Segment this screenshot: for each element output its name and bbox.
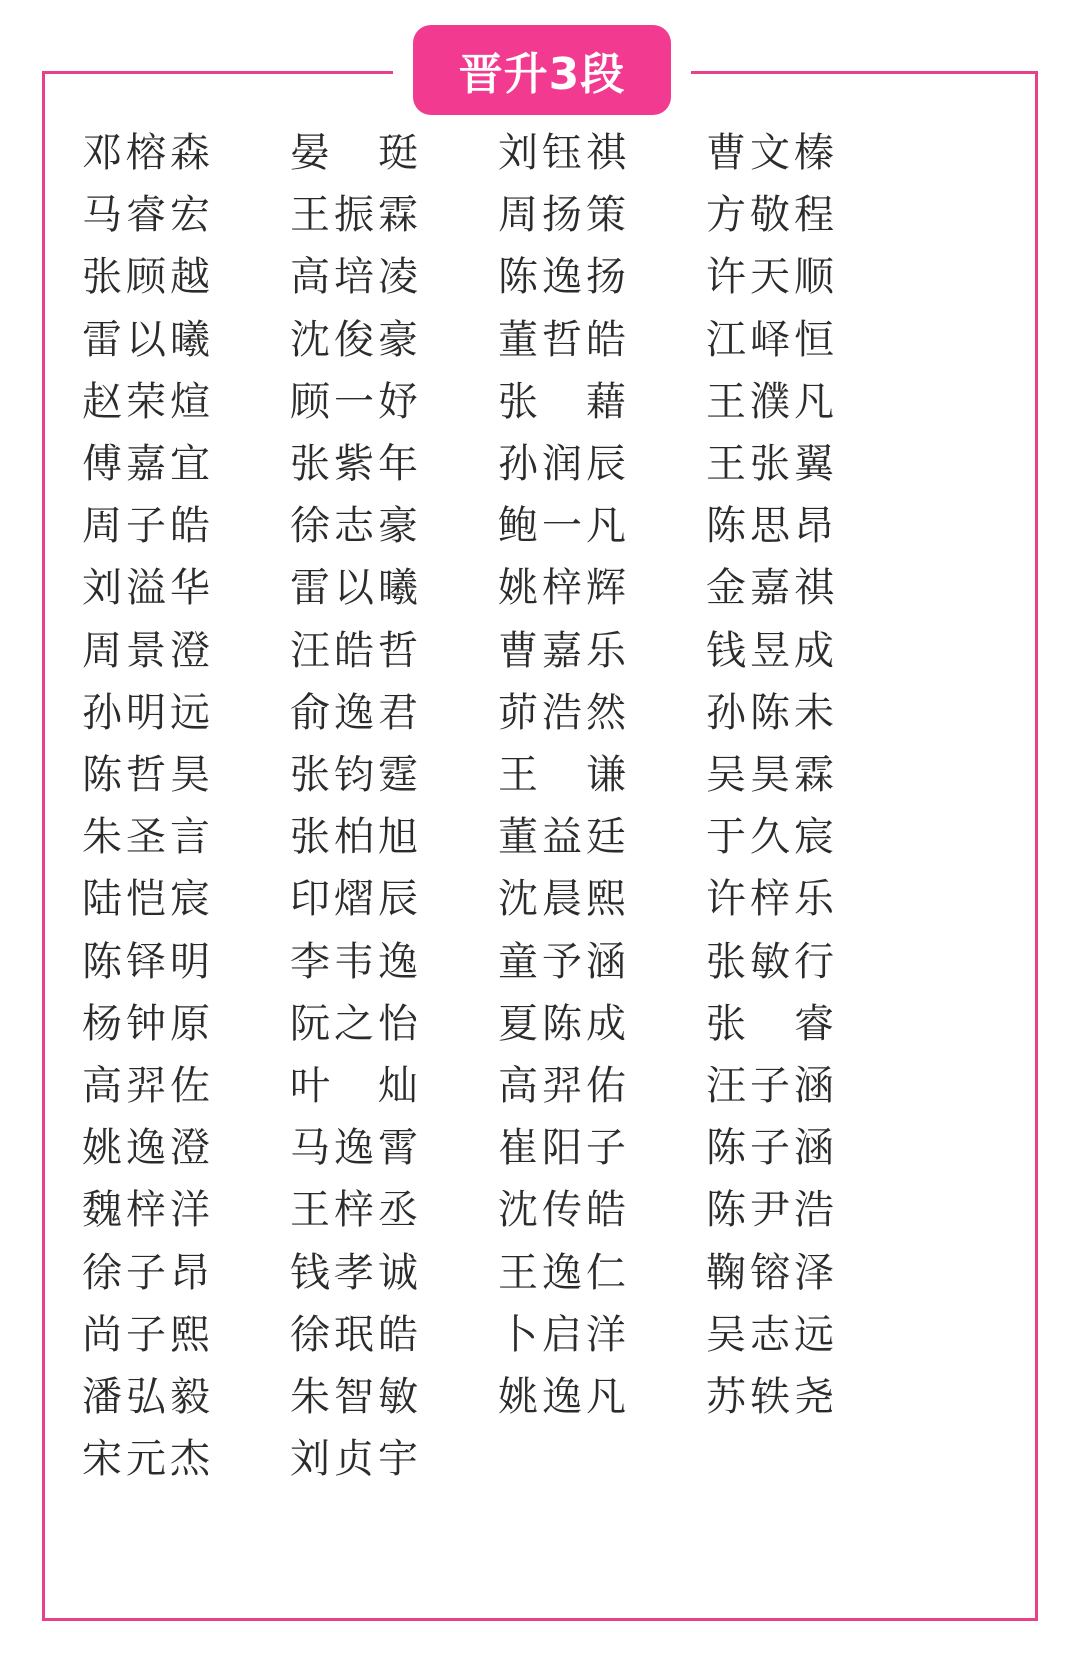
name-entry: 许 梓 乐: [706, 876, 834, 923]
title-badge: 晋升3段: [413, 25, 671, 115]
name-entry: 朱 智 敏: [290, 1374, 418, 1420]
name-entry: 傅 嘉 宜: [82, 441, 210, 487]
name-entry: 吴 志 远: [706, 1311, 834, 1358]
name-entry: 张 紫 年: [290, 441, 418, 487]
name-entry: 俞 逸 君: [290, 689, 418, 736]
name-entry: 雷 以 曦: [290, 565, 418, 612]
name-entry: 陈 哲 昊: [82, 752, 210, 798]
name-entry: 高 培 凌: [290, 254, 418, 301]
name-entry: 徐 子 昂: [82, 1249, 210, 1296]
name-entry: 曹 文 榛: [706, 130, 834, 176]
name-entry: 张 钧 霆: [290, 752, 418, 798]
name-entry: 张 藉: [498, 378, 626, 425]
name-entry: 鲍 一 凡: [498, 503, 626, 550]
name-entry: 徐 志 豪: [290, 503, 418, 550]
name-entry: 金 嘉 祺: [706, 565, 834, 612]
name-entry: 夏 陈 成: [498, 1000, 626, 1047]
name-entry: 孙 润 辰: [498, 441, 626, 487]
name-entry: 茆 浩 然: [498, 689, 626, 736]
name-entry: 钱 孝 诚: [290, 1249, 418, 1296]
name-entry: 陈 思 昂: [706, 503, 834, 550]
name-entry: 王 梓 丞: [290, 1187, 418, 1234]
name-entry: 马 逸 霄: [290, 1125, 418, 1172]
name-entry: 曹 嘉 乐: [498, 627, 626, 674]
name-entry: 汪 子 涵: [706, 1063, 834, 1109]
name-entry: 杨 钟 原: [82, 1000, 210, 1047]
name-entry: 沈 传 皓: [498, 1187, 626, 1234]
name-entry: 印 熠 辰: [290, 876, 418, 923]
name-entry: 张 顾 越: [82, 254, 210, 301]
name-entry: 张 柏 旭: [290, 814, 418, 861]
name-entry: 卜 启 洋: [498, 1311, 626, 1358]
name-entry: 雷 以 曦: [82, 316, 210, 363]
name-entry: 刘 贞 宇: [290, 1436, 418, 1483]
name-entry: 王 濮 凡: [706, 378, 834, 425]
name-entry: 孙 明 远: [82, 689, 210, 736]
name-entry: 李 韦 逸: [290, 938, 418, 985]
name-entry: 陈 尹 浩: [706, 1187, 834, 1234]
name-entry: 王 逸 仁: [498, 1249, 626, 1296]
name-entry: 孙 陈 未: [706, 689, 834, 736]
name-entry: 高 羿 佐: [82, 1063, 210, 1109]
name-entry: 周 景 澄: [82, 627, 210, 674]
name-entry: 晏 珽: [290, 130, 418, 176]
name-entry: 周 扬 策: [498, 192, 626, 239]
name-entry: 方 敬 程: [706, 192, 834, 239]
name-entry: 董 哲 皓: [498, 316, 626, 363]
name-entry: 王 振 霖: [290, 192, 418, 239]
name-entry: 董 益 廷: [498, 814, 626, 861]
name-entry: 童 予 涵: [498, 938, 626, 985]
name-entry: 苏 轶 尧: [706, 1374, 834, 1420]
name-entry: 尚 子 熙: [82, 1311, 210, 1358]
name-entry: 吴 昊 霖: [706, 752, 834, 798]
name-entry: 邓 榕 森: [82, 130, 210, 176]
name-entry: 许 天 顺: [706, 254, 834, 301]
name-entry: 陈 子 涵: [706, 1125, 834, 1172]
name-entry: 姚 逸 澄: [82, 1125, 210, 1172]
name-entry: 朱 圣 言: [82, 814, 210, 861]
name-entry: 王 谦: [498, 752, 626, 798]
name-entry: 潘 弘 毅: [82, 1374, 210, 1420]
name-entry: 张 睿: [706, 1000, 834, 1047]
name-entry: 周 子 皓: [82, 503, 210, 550]
name-entry: 宋 元 杰: [82, 1436, 210, 1483]
name-entry: 陈 铎 明: [82, 938, 210, 985]
name-entry: 魏 梓 洋: [82, 1187, 210, 1234]
name-entry: 徐 珉 皓: [290, 1311, 418, 1358]
name-entry: 陈 逸 扬: [498, 254, 626, 301]
name-entry: 马 睿 宏: [82, 192, 210, 239]
name-entry: 顾 一 妤: [290, 378, 418, 425]
name-entry: 姚 梓 辉: [498, 565, 626, 612]
name-entry: 王 张 翼: [706, 441, 834, 487]
name-entry: 沈 晨 熙: [498, 876, 626, 923]
name-entry: 赵 荣 煊: [82, 378, 210, 425]
name-entry: 崔 阳 子: [498, 1125, 626, 1172]
name-entry: 钱 昱 成: [706, 627, 834, 674]
name-entry: 姚 逸 凡: [498, 1374, 626, 1420]
name-entry: 沈 俊 豪: [290, 316, 418, 363]
name-entry: 于 久 宸: [706, 814, 834, 861]
name-entry: 高 羿 佑: [498, 1063, 626, 1109]
name-entry: 叶 灿: [290, 1063, 418, 1109]
name-entry: 陆 恺 宸: [82, 876, 210, 923]
name-entry: 刘 溢 华: [82, 565, 210, 612]
name-entry: 江 峄 恒: [706, 316, 834, 363]
name-entry: 汪 皓 哲: [290, 627, 418, 674]
name-entry: 阮 之 怡: [290, 1000, 418, 1047]
name-entry: 张 敏 行: [706, 938, 834, 985]
name-entry: 鞠 镕 泽: [706, 1249, 834, 1296]
name-entry: 刘 钰 祺: [498, 130, 626, 176]
